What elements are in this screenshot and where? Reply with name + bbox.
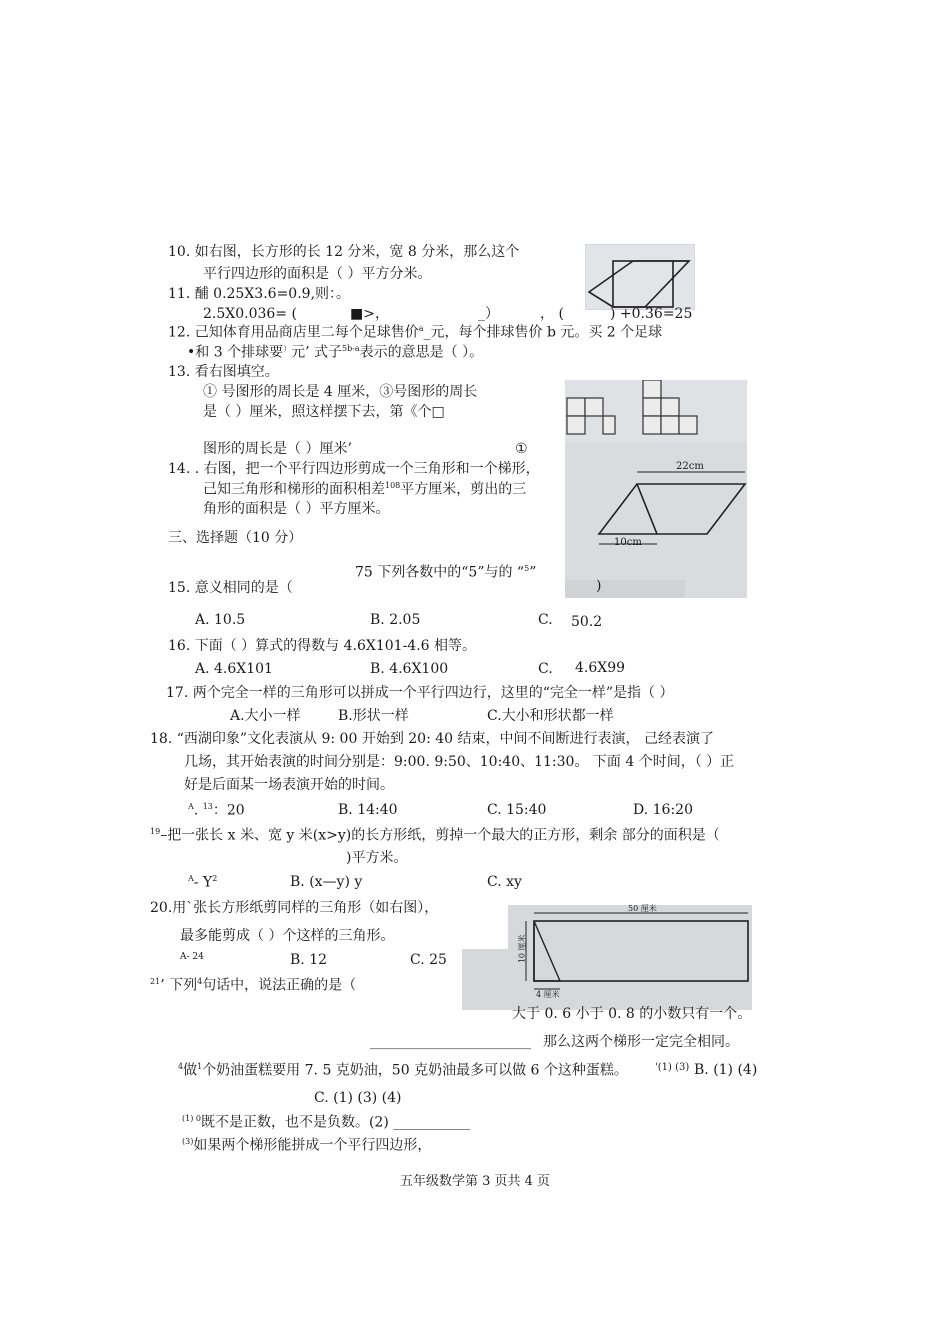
- q16-option-c-value: 4.6X99: [575, 660, 626, 676]
- q20-option-c: C. 25: [410, 952, 447, 968]
- q18-option-c: C. 15:40: [487, 802, 547, 818]
- q21-statement-c: $^4$做$^1$个奶油蛋糕要用 7. 5 克奶油，50 克奶油最多可以做 6 个这种蛋糕。: [178, 1062, 628, 1079]
- q15-option-c: C.: [538, 612, 553, 628]
- q15-option-b: B. 2.05: [370, 612, 421, 628]
- q21-option-c: C. (1) (3) (4): [314, 1090, 402, 1106]
- q16-line: 16. 下面（ ）算式的得数与 4.6X101-4.6 相等。: [168, 638, 477, 654]
- q14-fig-top-label: 22cm: [676, 461, 704, 472]
- q20-fig-side-label: 10 厘米: [517, 934, 527, 964]
- q20-fig-top-label: 50 厘米: [628, 904, 657, 913]
- page-footer: 五年级数学第 3 页共 4 页: [399, 1174, 551, 1189]
- q15-line: 15. 意义相同的是（: [168, 580, 293, 596]
- q15-head: 75 下列各数中的“5”与的 “$^5$”: [355, 564, 537, 581]
- q18-option-b: B. 14:40: [338, 802, 398, 818]
- q17-option-b: B.形状一样: [338, 708, 409, 724]
- q11-line2e: ) +0.36=25: [610, 306, 693, 322]
- q13-line2: ① 号图形的周长是 4 厘米，③号图形的周长: [203, 384, 478, 400]
- q13-label-1: ①: [515, 441, 528, 457]
- q13-line1: 13. 看右图填空。: [168, 364, 279, 380]
- q18-option-d: D. 16:20: [633, 802, 693, 818]
- q11-line1: 11. 酺 0.25X3.6=0.9,则：。: [168, 286, 351, 302]
- q14-line3: 角形的面积是（ ）平方厘米。: [203, 501, 390, 517]
- q17-option-c: C.大小和形状都一样: [487, 708, 614, 724]
- q11-line2c: _）: [478, 306, 499, 322]
- q11-line2b: ■>，: [350, 306, 389, 322]
- q20-figure: [462, 905, 752, 1010]
- q10-figure: [585, 244, 695, 310]
- q12-line2: •和 3 个排球要）元’ 式子$^{5b-a}$表示的意思是（ ）。: [187, 344, 484, 361]
- q19-option-b: B. (x—y) y: [290, 874, 363, 890]
- q20-line1: 20.用`张长方形纸剪同样的三角形（如右图），: [150, 900, 439, 916]
- q13-line3: 是（ ）厘米，照这样摆下去，第《个□: [203, 404, 445, 420]
- q14-line1: 14. . 右图，把一个平行四边形剪成一个三角形和一个梯形，: [168, 461, 540, 477]
- q11-line2a: 2.5X0.036= (: [203, 306, 297, 322]
- q16-option-a: A. 4.6X101: [195, 661, 273, 677]
- q18-line3: 好是后面某一场表演开始的时间。: [184, 777, 394, 793]
- q10-line2: 平行四边形的面积是（ ）平方分米。: [203, 266, 432, 282]
- q16-option-c: C.: [538, 661, 553, 677]
- q18-line2: 几场，其开始表演的时间分别是：9:00. 9:50、10:40、11:30。 下面 4 个时间，（ ）正: [184, 754, 735, 770]
- q11-line2d: ， (: [540, 306, 564, 322]
- q15-option-c-value: 50.2: [571, 614, 603, 630]
- q21-option-a-prefix: '(1) (3): [655, 1062, 690, 1073]
- q19-option-a: $^A$- $Y^2$: [188, 874, 218, 891]
- q15-paren: ): [596, 578, 602, 594]
- q21-item-1: $^{(1) 0}$既不是正数，也不是负数。(2) ___________: [182, 1114, 471, 1131]
- q10-line1: 10. 如右图，长方形的长 12 分米，宽 8 分米，那么这个: [168, 244, 520, 260]
- q18-line1: 18. “西湖印象”文化表演从 9: 00 开始到 20: 40 结束，中间不间断进行表演， 己经表演了: [150, 731, 714, 747]
- q14-line2: 己知三角形和梯形的面积相差$^{108}$平方厘米，剪出的三: [203, 481, 527, 498]
- q21-item-3: $^{(3)}$如果两个梯形能拼成一个平行四边形，: [182, 1137, 432, 1154]
- q21-line1: $^{21}$’ 下列$^4$句话中，说法正确的是（: [150, 977, 357, 994]
- q17-line: 17. 两个完全一样的三角形可以拼成一个平行四边行，这里的“完全一样”是指（ ）: [166, 685, 674, 701]
- q19-line1: $^{19}$–把一张长 x 米、宽 y 米(x>y)的长方形纸，剪掉一个最大的正方形，剩余 部分的面积是（: [150, 827, 720, 844]
- q21-statement-b-blank: _______________________: [370, 1034, 531, 1050]
- q17-option-a: A.大小一样: [230, 708, 301, 724]
- q13-q14-figure: [565, 380, 747, 598]
- q21-option-b: B. (1) (4): [694, 1062, 758, 1078]
- q14-fig-bottom-label: 10cm: [614, 537, 642, 548]
- q12-line1: 12. 己知体育用品商店里二每个足球售价$^a$_元，每个排球售价 b 元。买 2 个足球: [168, 324, 663, 341]
- q13-line4: 图形的周长是（ ）厘米’: [203, 441, 352, 457]
- q20-line2: 最多能剪成（ ）个这样的三角形。: [180, 928, 395, 944]
- q20-fig-bottom-label: 4 厘米: [536, 990, 560, 999]
- q16-option-b: B. 4.6X100: [370, 661, 449, 677]
- section-3-title: 三、选择题（10 分）: [168, 530, 303, 546]
- q21-statement-a: 大于 0. 6 小于 0. 8 的小数只有一个。: [512, 1006, 752, 1022]
- q21-statement-b: 那么这两个梯形一定完全相同。: [543, 1034, 739, 1050]
- q19-line2: )平方米。: [346, 850, 408, 866]
- q20-option-b: B. 12: [290, 952, 328, 968]
- q20-option-a: A- 24: [180, 952, 204, 962]
- q19-option-c: C. xy: [487, 874, 522, 890]
- q15-option-a: A. 10.5: [195, 612, 246, 628]
- q18-option-a: $^A$. $^{13}$：20: [188, 802, 245, 819]
